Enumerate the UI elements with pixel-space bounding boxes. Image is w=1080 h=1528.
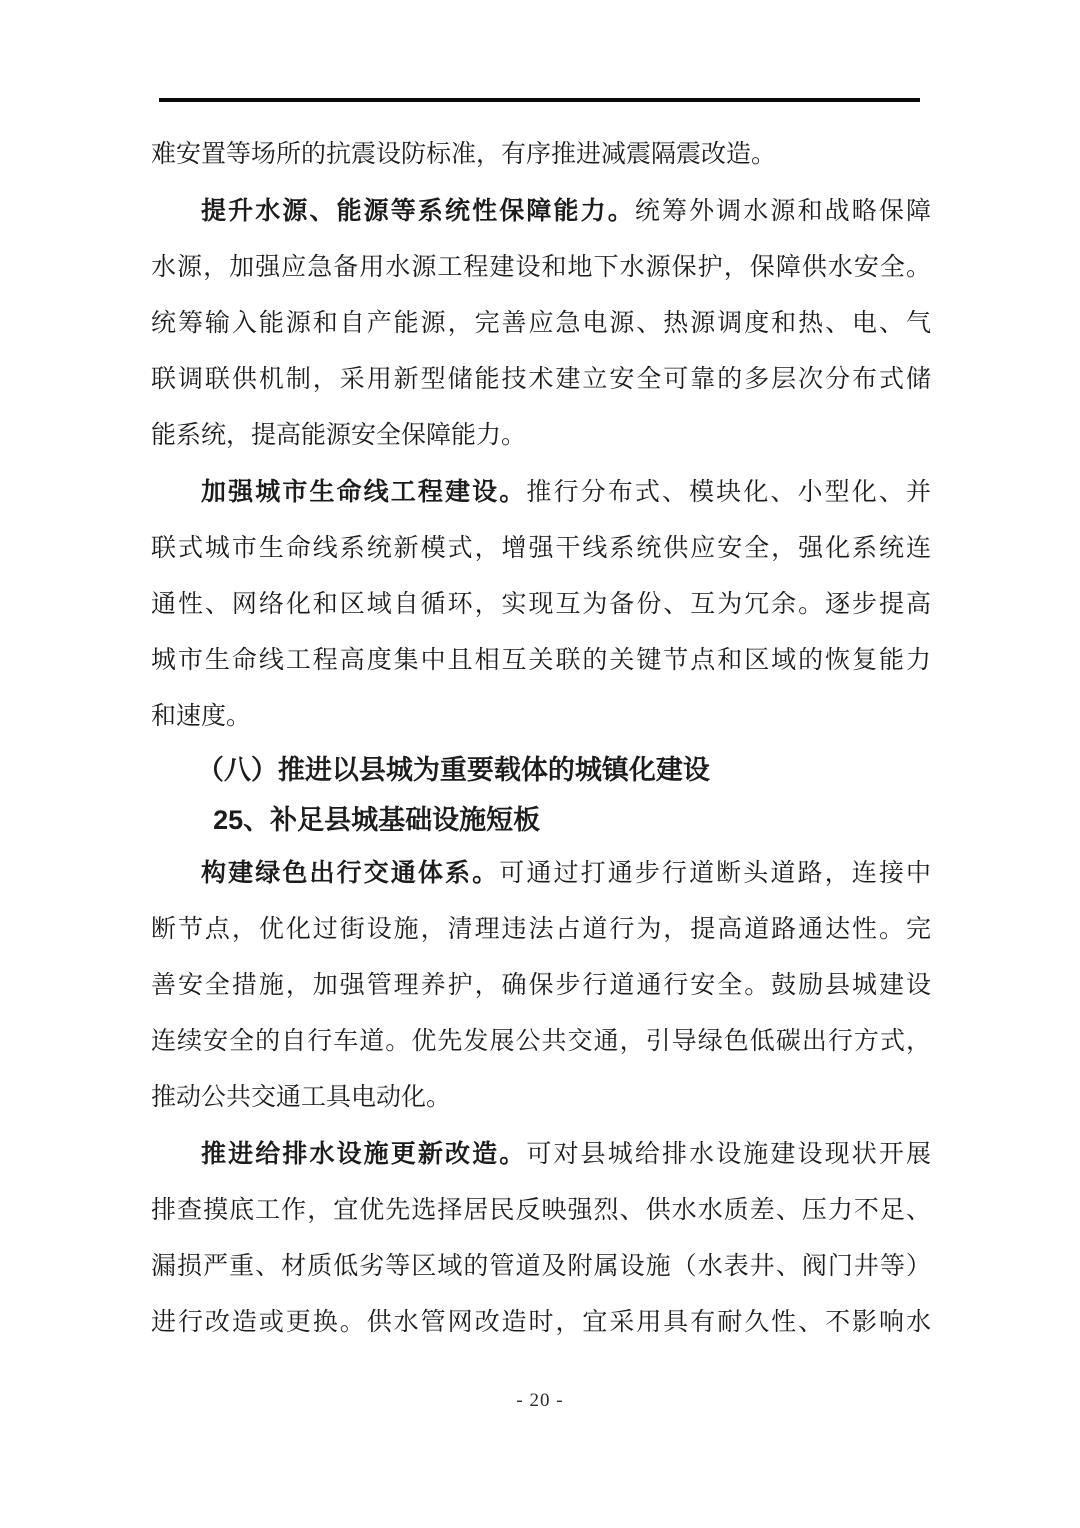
text-line: 漏损严重、材质低劣等区域的管道及附属设施（水表井、阀门井等） (151, 1253, 931, 1280)
text-line: 断节点，优化过街设施，清理违法占道行为，提高道路通达性。完 (151, 916, 931, 943)
text-line: 推进给排水设施更新改造。可对县城给排水设施建设现状开展 (201, 1140, 931, 1168)
text-line: 水源，加强应急备用水源工程建设和地下水源保护，保障供水安全。 (151, 254, 931, 281)
text-line: 善安全措施，加强管理养护，确保步行道通行安全。鼓励县城建设 (151, 972, 931, 999)
text-line: 构建绿色出行交通体系。可通过打通步行道断头道路，连接中 (201, 859, 931, 887)
paragraph-lead-bold: 提升水源、能源等系统性保障能力。 (201, 197, 635, 225)
text-line: 排查摸底工作，宜优先选择居民反映强烈、供水水质差、压力不足、 (151, 1197, 931, 1224)
text-line: 难安置等场所的抗震设防标准，有序推进减震隔震改造。 (151, 141, 777, 168)
text-line: 能系统，提高能源安全保障能力。 (151, 422, 527, 449)
section-heading: 25、补足县城基础设施短板 (213, 805, 541, 835)
header-rule-divider (159, 98, 920, 102)
paragraph-lead-bold: 加强城市生命线工程建设。 (201, 478, 527, 506)
document-body (151, 127, 931, 1351)
page-number: - 20 - (516, 1390, 564, 1411)
text-line: 城市生命线工程高度集中且相互关联的关键节点和区域的恢复能力 (151, 647, 931, 674)
text-line: 和速度。 (151, 703, 252, 730)
text-line: 加强城市生命线工程建设。推行分布式、模块化、小型化、并 (201, 478, 931, 506)
text-line: 统筹输入能源和自产能源，完善应急电源、热源调度和热、电、气 (151, 310, 931, 337)
text-line: 通性、网络化和区域自循环，实现互为备份、互为冗余。逐步提高 (151, 591, 931, 618)
text-line: 提升水源、能源等系统性保障能力。统筹外调水源和战略保障 (201, 197, 931, 225)
section-heading: （八）推进以县城为重要载体的城镇化建设 (196, 755, 710, 785)
text-line: 联调联供机制，采用新型储能技术建立安全可靠的多层次分布式储 (151, 366, 931, 393)
paragraph-lead-bold: 推进给排水设施更新改造。 (201, 1140, 527, 1168)
text-line: 进行改造或更换。供水管网改造时，宜采用具有耐久性、不影响水 (151, 1309, 931, 1336)
text-line: 连续安全的自行车道。优先发展公共交通，引导绿色低碳出行方式， (151, 1028, 931, 1055)
paragraph-lead-bold: 构建绿色出行交通体系。 (201, 859, 500, 887)
text-line: 联式城市生命线系统新模式，增强干线系统供应安全，强化系统连 (151, 535, 931, 562)
text-line: 推动公共交通工具电动化。 (151, 1084, 452, 1111)
